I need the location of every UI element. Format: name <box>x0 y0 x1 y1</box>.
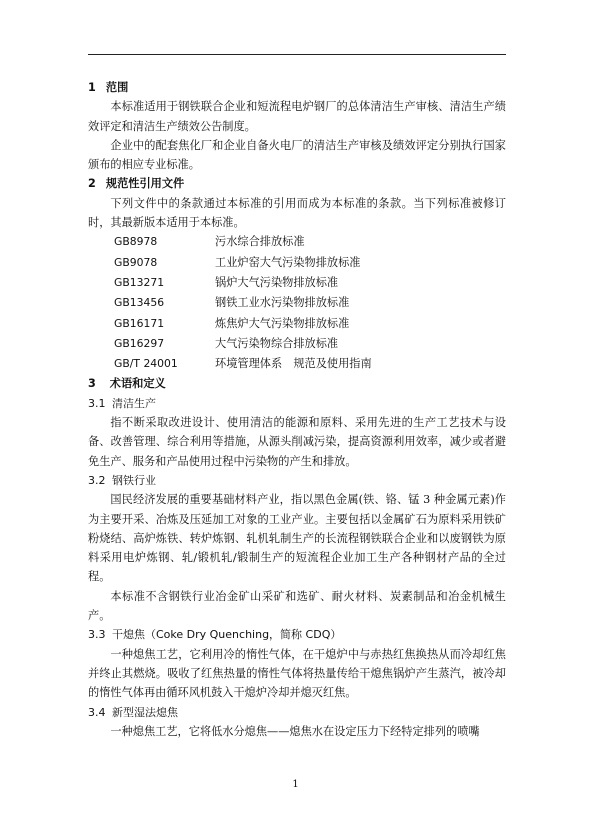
paragraph: 一种熄焦工艺，它利用冷的惰性气体，在干熄炉中与赤热红焦换热从而冷却红焦并终止其燃烧。吸收了红焦热量的惰性气体将热量传给干熄焦锅炉产生蒸汽，被冷却的惰性气体再由循环风机鼓入干熄炉冷却并熄灭红焦。 <box>88 647 506 700</box>
paragraph: 一种熄焦工艺，它将低水分熄焦——熄焦水在设定压力下经特定排列的喷嘴 <box>110 724 480 738</box>
section-heading-2: 2 规范性引用文件 <box>88 177 185 191</box>
paragraph: 国民经济发展的重要基础材料产业，指以黑色金属(铁、铬、锰 3 种金属元素)作为主要开采、冶炼及压延加工对象的工业产业。主要包括以金属矿石为原料采用铁矿粉烧结、高炉炼铁、转炉炼钢、轧机轧制生产的长流程钢铁联合企业和以废钢铁为原料采用电炉炼钢、轧/锻机轧/锻制生产的短流程企业加工生产各种钢材产品的全过程。 <box>88 493 506 584</box>
header-rule <box>88 54 506 55</box>
page-number: 1 <box>292 779 299 790</box>
subsection-heading-3-2: 3.2 钢铁行业 <box>88 473 156 487</box>
reference-item: GB9078 工业炉窑大气污染物排放标准 <box>114 255 361 269</box>
paragraph: 下列文件中的条款通过本标准的引用而成为本标准的条款。当下列标准被修订时，其最新版本适用于本标准。 <box>88 196 506 230</box>
section-heading-1: 1 范围 <box>88 81 129 94</box>
paragraph: 本标准适用于钢铁联合企业和短流程电炉钢厂的总体清洁生产审核、清洁生产绩效评定和清洁生产绩效公告制度。 <box>88 100 506 133</box>
document-body <box>88 78 506 741</box>
paragraph: 指不断采取改进设计、使用清洁的能源和原料、采用先进的生产工艺技术与设备、改善管理、综合利用等措施，从源头削减污染，提高资源利用效率，减少或者避免生产、服务和产品使用过程中污染物的产生和排放。 <box>88 416 506 468</box>
subsection-heading-3-1: 3.1 清洁生产 <box>88 396 156 410</box>
subsection-heading-3-4: 3.4 新型湿法熄焦 <box>88 705 178 719</box>
reference-item: GB16171 炼焦炉大气污染物排放标准 <box>114 316 350 330</box>
reference-item: GB8978 污水综合排放标准 <box>114 235 305 249</box>
paragraph: 本标准不含钢铁行业冶金矿山采矿和选矿、耐火材料、炭素制品和冶金机械生产。 <box>88 589 506 623</box>
paragraph: 企业中的配套焦化厂和企业自备火电厂的清洁生产审核及绩效评定分别执行国家颁布的相应专业标准。 <box>88 138 506 172</box>
reference-item: GB13271 锅炉大气污染物排放标准 <box>114 275 339 289</box>
subsection-heading-3-3: 3.3 干熄焦（Coke Dry Quenching，简称 CDQ） <box>88 628 342 642</box>
reference-list <box>88 232 506 374</box>
section-heading-3: 3 术语和定义 <box>88 377 166 391</box>
reference-item: GB/T 24001 环境管理体系 规范及使用指南 <box>114 357 372 371</box>
reference-item: GB13456 钢铁工业水污染物排放标准 <box>114 296 350 310</box>
reference-item: GB16297 大气污染物综合排放标准 <box>114 336 339 350</box>
